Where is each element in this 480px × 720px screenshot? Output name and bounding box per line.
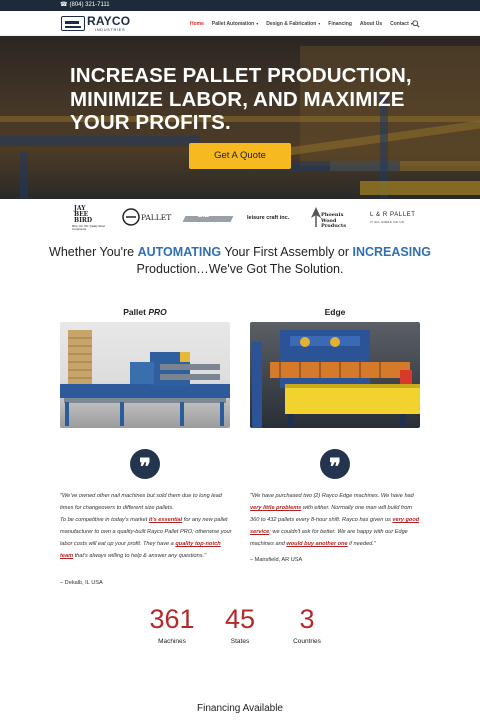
stat-states: [210, 604, 270, 645]
testimonial-right: "We have purchased two (2) Rayco Edge machines. We have had very little problems with either. Normally one man will build from 360 to 432 pallets every 8-hour shift. Rayco has given us very good service; we couldn't ask for better. We are happy with our Edge machines and would buy another one if needed.": [250, 493, 420, 547]
edge-photo[interactable]: [250, 322, 420, 428]
nav-item-home[interactable]: Home: [190, 21, 204, 27]
partner-logo-jay-bee-bird: JAY BEE BIRD MFG. CO. INC. Quality Wood Components: [72, 205, 105, 231]
stat-value: 45: [224, 604, 256, 634]
stat-value: 361: [149, 604, 195, 634]
stat-machines: [142, 604, 202, 645]
phone-text: (804) 321-7111: [69, 2, 110, 8]
partner-logo-lr-pallet: L & R PALLET IT ALL RIDES ON US: [370, 212, 416, 224]
testimonial-left: "We've owned other nail machines but sold them due to long lead times for changeovers to different size pallets. To be competitive in today's market it's essential for any new pallet manufacturer to own a quality-built Rayco Pallet PRO; otherwise your labor costs will eat up your profit. They have a quality top-notch team that's always willing to help & answer any questions.": [60, 493, 232, 559]
section-subheading: Whether You're AUTOMATING Your First Assembly or INCREASING Production…We've Got The Solution.: [49, 245, 431, 276]
partner-logo-phoenix: Phoenix Wood Products: [309, 206, 359, 230]
chevron-down-icon: ▾: [256, 21, 259, 26]
site-header: [0, 11, 480, 36]
get-a-quote-button[interactable]: Get A Quote: [189, 143, 291, 169]
hero-headline: INCREASE PALLET PRODUCTION, MINIMIZE LABOR, AND MAXIMIZE YOUR PROFITS.: [70, 64, 412, 134]
partner-logos: [0, 200, 480, 235]
quote-icon: ❞: [320, 449, 350, 479]
logo-mark-icon: [61, 16, 85, 31]
nav-item-contact[interactable]: Contact ▾: [390, 21, 413, 27]
nav-item-financing[interactable]: Financing: [328, 21, 352, 27]
stat-label: Machines: [158, 638, 186, 645]
partner-logo-leisure-craft: leisure craft inc.: [247, 215, 290, 221]
stat-countries: [277, 604, 337, 645]
nav-item-pallet-automation[interactable]: Pallet Automation ▾: [211, 21, 259, 27]
stat-label: Countries: [293, 638, 321, 645]
logo-subtitle: INDUSTRIES: [95, 27, 126, 32]
testimonial-link[interactable]: very little problems: [250, 505, 302, 511]
chevron-down-icon: ▾: [318, 21, 321, 26]
testimonial-attribution-right: – Mansfield, AR USA: [250, 557, 303, 563]
stat-label: States: [230, 638, 250, 645]
phone-icon: ☎: [60, 2, 68, 8]
testimonial-attribution-left: – Dekalb, IL USA: [60, 580, 103, 586]
testimonial-link[interactable]: would buy another one: [286, 541, 348, 547]
stat-value: 3: [299, 604, 315, 634]
testimonial-link[interactable]: very good service: [250, 517, 420, 535]
top-bar: [0, 0, 480, 11]
partner-logo-biz: BIZ: [184, 206, 234, 230]
phone-number[interactable]: [60, 1, 110, 10]
search-icon[interactable]: [412, 20, 420, 28]
product-title-edge: Edge: [324, 307, 346, 317]
pallet-pro-photo[interactable]: [60, 322, 230, 428]
testimonial-link[interactable]: quality top-notch team: [60, 541, 221, 559]
product-title-pallet-pro: Pallet PRO: [123, 307, 167, 317]
nav-item-about-us[interactable]: About Us: [359, 21, 383, 27]
testimonial-link[interactable]: it's essential: [148, 517, 183, 523]
hero-banner: [0, 36, 480, 199]
partner-logo-pallet: PALLET: [122, 206, 172, 230]
quote-icon: ❞: [130, 449, 160, 479]
chevron-down-icon: ▾: [410, 21, 413, 26]
logo-name: RAYCO: [87, 14, 131, 28]
nav-item-design-fabrication[interactable]: Design & Fabrication ▾: [266, 21, 321, 27]
rayco-logo[interactable]: [61, 15, 131, 32]
main-nav: [190, 21, 421, 27]
financing-heading: Financing Available: [197, 703, 283, 714]
